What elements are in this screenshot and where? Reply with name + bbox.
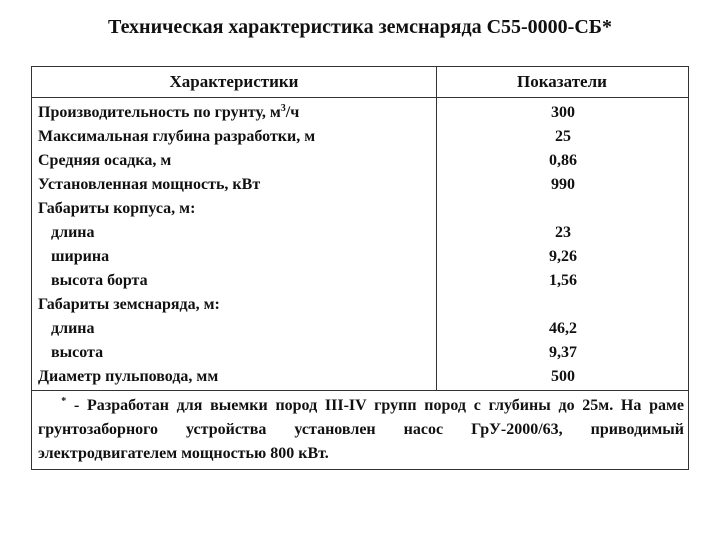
- footnote-mark: *: [61, 396, 67, 407]
- table-row-value: 300: [551, 104, 575, 121]
- table-row-label: длина: [51, 320, 95, 337]
- specs-table: [31, 66, 689, 470]
- values-column: [437, 101, 689, 389]
- table-row-value: 0,86: [549, 152, 577, 169]
- document-title: Техническая характеристика земснаряда С55-0000-СБ*: [107, 16, 613, 38]
- table-row-label: Максимальная глубина разработки, м: [38, 128, 316, 145]
- table-row-value: 9,37: [549, 344, 577, 361]
- footnote-text: - Разработан для выемки пород III-IV групп пород с глубины до 25м. На раме грунтозаборного устройства установлен насос ГрУ-2000/63, приводимый электродвигателем мощностью 800 кВт.: [38, 397, 685, 462]
- table-row-label: ширина: [51, 248, 110, 265]
- row-label: Производительность по грунту, м: [38, 104, 281, 121]
- table-row-value: 23: [555, 224, 571, 241]
- footnote-divider: [32, 390, 688, 391]
- table-row-value: [437, 293, 689, 317]
- table-row-label: высота: [51, 344, 104, 361]
- table-row-value: 9,26: [549, 248, 577, 265]
- table-row-label: Установленная мощность, кВт: [38, 176, 261, 193]
- table-row-value: [437, 197, 689, 221]
- table-row-value: 46,2: [549, 320, 577, 337]
- table-row-label: длина: [51, 224, 95, 241]
- table-row-value: 990: [551, 176, 575, 193]
- table-header: [32, 67, 688, 98]
- row-label-suffix: /ч: [285, 104, 300, 121]
- characteristics-column: [38, 101, 434, 389]
- table-row-label: высота борта: [51, 272, 148, 289]
- table-row-value: 1,56: [549, 272, 577, 289]
- superscript: 3: [280, 103, 286, 114]
- table-row-label: Габариты земснаряда, м:: [38, 296, 220, 313]
- table-row-label: Диаметр пульповода, мм: [38, 368, 219, 385]
- table-row-value: 500: [551, 368, 575, 385]
- table-row-label: Средняя осадка, м: [38, 152, 172, 169]
- header-characteristics: Характеристики: [169, 72, 299, 91]
- header-values: Показатели: [517, 72, 607, 91]
- table-row-value: 25: [555, 128, 571, 145]
- table-row-label: Габариты корпуса, м:: [38, 200, 196, 217]
- table-row-label: [38, 101, 434, 125]
- footnote: [38, 394, 684, 466]
